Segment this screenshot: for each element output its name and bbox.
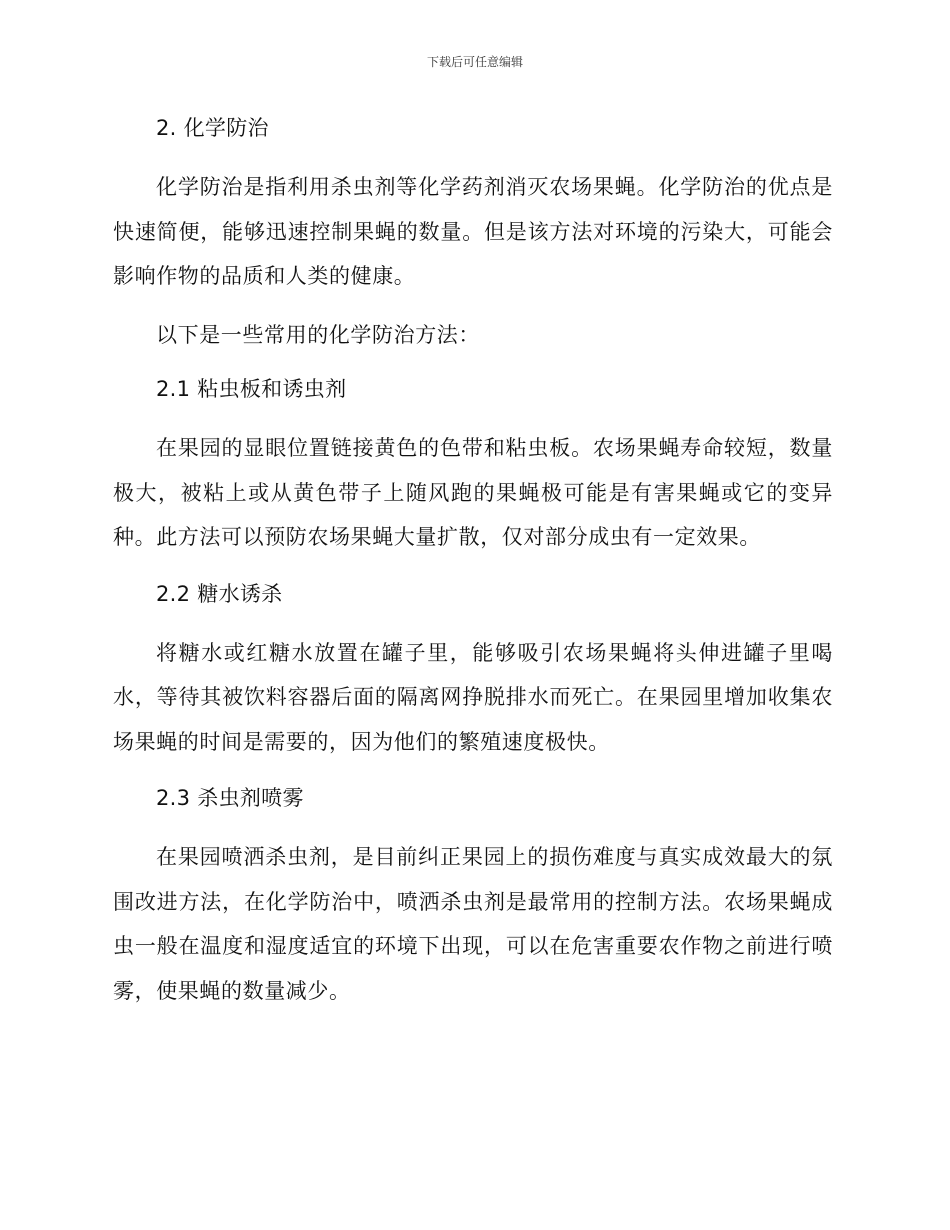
section-heading-sticky-boards: 2.1 粘虫板和诱虫剂 — [156, 377, 347, 401]
paragraph-sugar-water: 将糖水或红糖水放置在罐子里，能够吸引农场果蝇将头伸进罐子里喝水，等待其被饮料容器后面的隔离网挣脱排水而死亡。在果园里增加收集农场果蝇的时间是需要的，因为他们的繁殖速度极快。 — [113, 640, 833, 754]
section-heading-sugar-water: 2.2 糖水诱杀 — [156, 581, 283, 606]
page-header-note: 下载后可任意编辑 — [426, 55, 523, 69]
section-heading-insecticide-spray: 2.3 杀虫剂喷雾 — [156, 786, 304, 810]
paragraph-chemical-control-intro: 化学防治是指利用杀虫剂等化学药剂消灭农场果蝇。化学防治的优点是快速简便，能够迅速控制果蝇的数量。但是该方法对环境的污染大，可能会影响作物的品质和人类的健康。 — [113, 175, 833, 288]
paragraph-methods-lead-in: 以下是一些常用的化学防治方法： — [156, 322, 480, 347]
section-heading-chemical-control: 2. 化学防治 — [156, 116, 269, 140]
paragraph-insecticide-spray: 在果园喷洒杀虫剂，是目前纠正果园上的损伤难度与真实成效最大的氛围改进方法，在化学防治中，喷洒杀虫剂是最常用的控制方法。农场果蝇成虫一般在温度和湿度适宜的环境下出现，可以在危害重要农作物之前进行喷雾，使果蝇的数量减少。 — [113, 845, 833, 1003]
paragraph-sticky-boards: 在果园的显眼位置链接黄色的色带和粘虫板。农场果蝇寿命较短，数量极大，被粘上或从黄色带子上随风跑的果蝇极可能是有害果蝇或它的变异种。此方法可以预防农场果蝇大量扩散，仅对部分成虫有一定效果。 — [113, 436, 833, 549]
document-body — [113, 108, 833, 1027]
